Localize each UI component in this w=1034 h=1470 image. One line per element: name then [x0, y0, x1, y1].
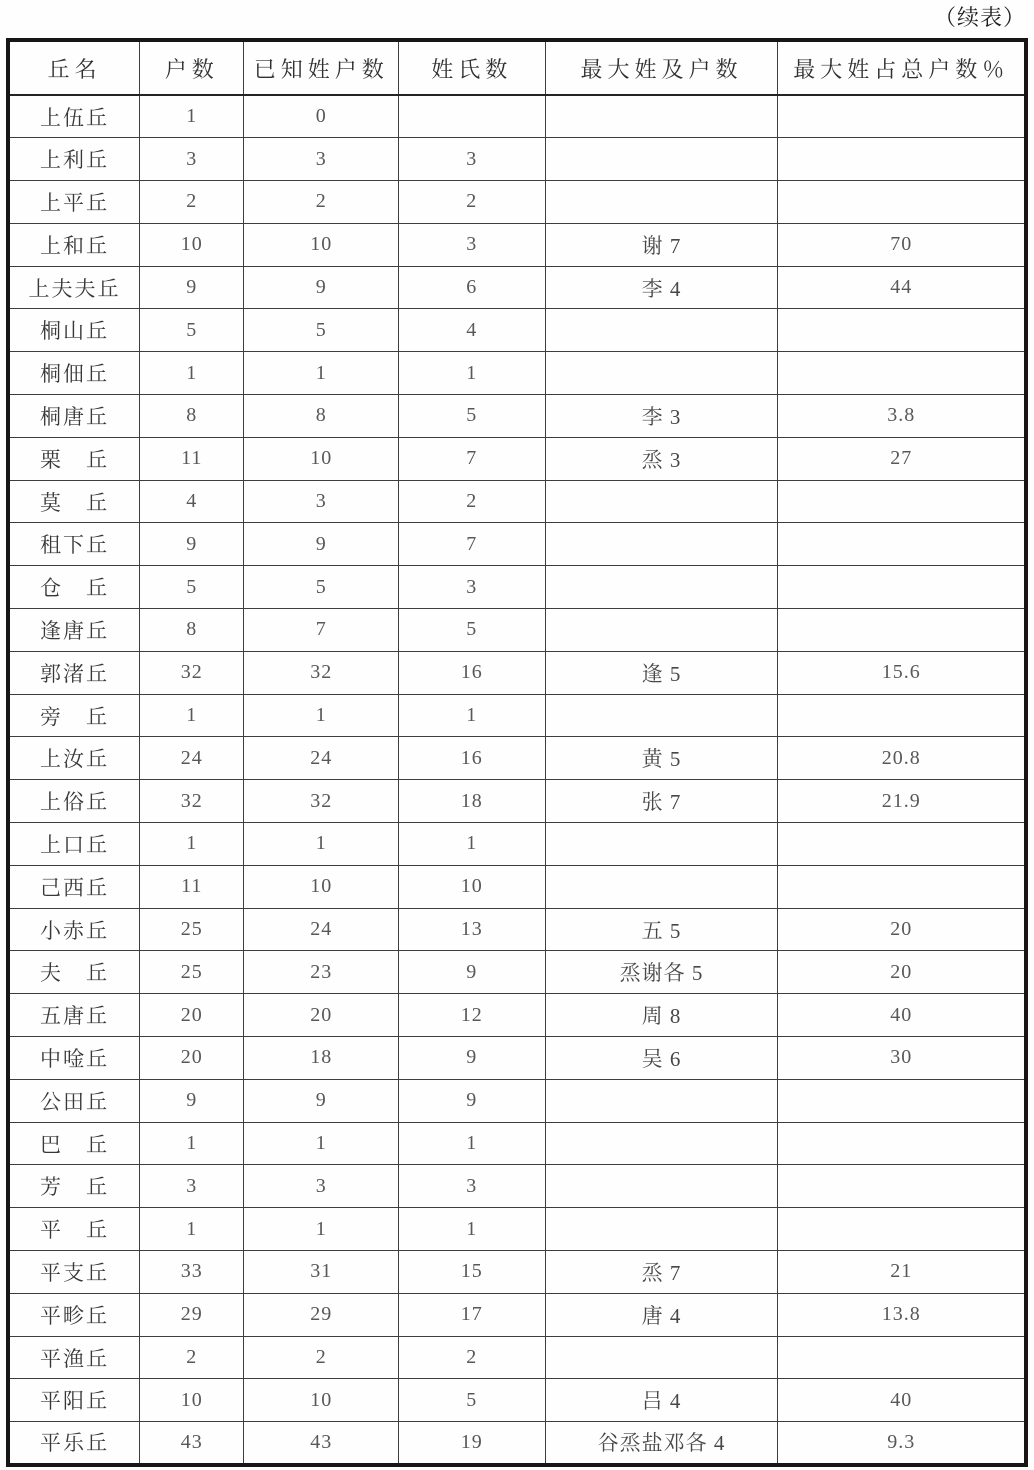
cell-max-surname-pct: [778, 95, 1026, 138]
cell-max-surname: 吕 4: [545, 1379, 778, 1422]
cell-hill-name: 上夫夫丘: [8, 266, 140, 309]
table-row: [8, 865, 1026, 908]
cell-surname-count: 10: [399, 865, 546, 908]
cell-known-surname-households: 31: [244, 1251, 399, 1294]
cell-household-count: 11: [140, 865, 244, 908]
cell-max-surname: [545, 609, 778, 652]
cell-max-surname: [545, 566, 778, 609]
cell-hill-name: 上利丘: [8, 138, 140, 181]
cell-known-surname-households: 1: [244, 1208, 399, 1251]
cell-known-surname-households: 1: [244, 352, 399, 395]
cell-known-surname-households: 9: [244, 1079, 399, 1122]
header-known-surname-households: 已知姓户数: [244, 40, 399, 95]
cell-surname-count: 3: [399, 566, 546, 609]
table-row: [8, 138, 1026, 181]
cell-max-surname-pct: 70: [778, 223, 1026, 266]
cell-max-surname-pct: [778, 823, 1026, 866]
cell-max-surname-pct: 15.6: [778, 651, 1026, 694]
cell-max-surname: [545, 865, 778, 908]
cell-max-surname: 黄 5: [545, 737, 778, 780]
cell-household-count: 43: [140, 1422, 244, 1465]
cell-surname-count: 12: [399, 994, 546, 1037]
cell-max-surname-pct: 20: [778, 951, 1026, 994]
cell-max-surname: [545, 480, 778, 523]
cell-surname-count: [399, 95, 546, 138]
cell-hill-name: 桐山丘: [8, 309, 140, 352]
cell-hill-name: 莫 丘: [8, 480, 140, 523]
cell-known-surname-households: 10: [244, 223, 399, 266]
table-row: [8, 523, 1026, 566]
cell-hill-name: 平支丘: [8, 1251, 140, 1294]
cell-surname-count: 2: [399, 480, 546, 523]
cell-hill-name: 旁 丘: [8, 694, 140, 737]
cell-max-surname-pct: [778, 1336, 1026, 1379]
cell-surname-count: 1: [399, 352, 546, 395]
cell-surname-count: 9: [399, 1079, 546, 1122]
cell-surname-count: 6: [399, 266, 546, 309]
cell-household-count: 32: [140, 651, 244, 694]
table-body: [8, 95, 1026, 1465]
cell-household-count: 8: [140, 609, 244, 652]
cell-surname-count: 13: [399, 908, 546, 951]
cell-known-surname-households: 1: [244, 1122, 399, 1165]
cell-hill-name: 芳 丘: [8, 1165, 140, 1208]
cell-max-surname-pct: 9.3: [778, 1422, 1026, 1465]
cell-household-count: 9: [140, 266, 244, 309]
cell-household-count: 33: [140, 1251, 244, 1294]
cell-max-surname-pct: [778, 138, 1026, 181]
cell-max-surname-pct: [778, 609, 1026, 652]
cell-max-surname-pct: [778, 480, 1026, 523]
cell-surname-count: 19: [399, 1422, 546, 1465]
cell-hill-name: 五唐丘: [8, 994, 140, 1037]
cell-max-surname: 张 7: [545, 780, 778, 823]
cell-hill-name: 上俗丘: [8, 780, 140, 823]
cell-max-surname-pct: [778, 181, 1026, 224]
cell-hill-name: 平畛丘: [8, 1293, 140, 1336]
cell-household-count: 10: [140, 1379, 244, 1422]
table-row: [8, 566, 1026, 609]
table-header: [8, 40, 1026, 95]
table-row: [8, 352, 1026, 395]
table-row: [8, 908, 1026, 951]
cell-hill-name: 仓 丘: [8, 566, 140, 609]
table-row: [8, 395, 1026, 438]
table-row: [8, 694, 1026, 737]
cell-household-count: 1: [140, 95, 244, 138]
table-row: [8, 1165, 1026, 1208]
table-row: [8, 266, 1026, 309]
cell-max-surname: [545, 1336, 778, 1379]
cell-max-surname: 烝 7: [545, 1251, 778, 1294]
cell-hill-name: 平渔丘: [8, 1336, 140, 1379]
cell-known-surname-households: 2: [244, 181, 399, 224]
cell-known-surname-households: 10: [244, 1379, 399, 1422]
cell-max-surname: 逢 5: [545, 651, 778, 694]
cell-known-surname-households: 24: [244, 737, 399, 780]
cell-household-count: 2: [140, 181, 244, 224]
header-hill-name: 丘名: [8, 40, 140, 95]
cell-max-surname: [545, 95, 778, 138]
cell-max-surname: [545, 823, 778, 866]
cell-max-surname-pct: [778, 1079, 1026, 1122]
cell-household-count: 1: [140, 1208, 244, 1251]
cell-max-surname-pct: 20: [778, 908, 1026, 951]
cell-max-surname-pct: 30: [778, 1037, 1026, 1080]
cell-household-count: 29: [140, 1293, 244, 1336]
cell-surname-count: 1: [399, 1208, 546, 1251]
header-max-surname-percentage: 最大姓占总户数％: [778, 40, 1026, 95]
cell-surname-count: 1: [399, 694, 546, 737]
cell-hill-name: 平 丘: [8, 1208, 140, 1251]
cell-max-surname: [545, 181, 778, 224]
cell-hill-name: 上平丘: [8, 181, 140, 224]
cell-surname-count: 1: [399, 1122, 546, 1165]
cell-known-surname-households: 8: [244, 395, 399, 438]
cell-household-count: 11: [140, 437, 244, 480]
cell-max-surname-pct: [778, 523, 1026, 566]
cell-max-surname: [545, 309, 778, 352]
cell-household-count: 1: [140, 823, 244, 866]
cell-hill-name: 巴 丘: [8, 1122, 140, 1165]
header-max-surname-and-households: 最大姓及户数: [545, 40, 778, 95]
cell-max-surname: [545, 694, 778, 737]
cell-hill-name: 郭渚丘: [8, 651, 140, 694]
table-row: [8, 780, 1026, 823]
cell-surname-count: 4: [399, 309, 546, 352]
cell-known-surname-households: 29: [244, 1293, 399, 1336]
cell-household-count: 5: [140, 309, 244, 352]
cell-hill-name: 上和丘: [8, 223, 140, 266]
cell-known-surname-households: 3: [244, 138, 399, 181]
cell-max-surname: 五 5: [545, 908, 778, 951]
header-surname-count: 姓氏数: [399, 40, 546, 95]
cell-household-count: 24: [140, 737, 244, 780]
cell-known-surname-households: 5: [244, 566, 399, 609]
cell-household-count: 20: [140, 994, 244, 1037]
table-row: [8, 1037, 1026, 1080]
table-row: [8, 1122, 1026, 1165]
cell-max-surname-pct: [778, 1122, 1026, 1165]
cell-known-surname-households: 18: [244, 1037, 399, 1080]
cell-max-surname: [545, 1165, 778, 1208]
hill-surname-statistics-table: [6, 38, 1028, 1467]
cell-known-surname-households: 10: [244, 437, 399, 480]
cell-max-surname: 烝 3: [545, 437, 778, 480]
cell-hill-name: 己西丘: [8, 865, 140, 908]
cell-max-surname: 李 4: [545, 266, 778, 309]
cell-surname-count: 17: [399, 1293, 546, 1336]
cell-hill-name: 栗 丘: [8, 437, 140, 480]
cell-household-count: 20: [140, 1037, 244, 1080]
cell-known-surname-households: 10: [244, 865, 399, 908]
cell-hill-name: 夫 丘: [8, 951, 140, 994]
cell-hill-name: 中唫丘: [8, 1037, 140, 1080]
table-row: [8, 951, 1026, 994]
cell-surname-count: 16: [399, 737, 546, 780]
header-row: [8, 40, 1026, 95]
cell-household-count: 8: [140, 395, 244, 438]
cell-max-surname-pct: 40: [778, 1379, 1026, 1422]
cell-max-surname: [545, 138, 778, 181]
cell-max-surname: 李 3: [545, 395, 778, 438]
cell-surname-count: 3: [399, 1165, 546, 1208]
cell-household-count: 9: [140, 1079, 244, 1122]
table-row: [8, 309, 1026, 352]
table-row: [8, 1379, 1026, 1422]
table-row: [8, 223, 1026, 266]
cell-surname-count: 7: [399, 523, 546, 566]
cell-household-count: 32: [140, 780, 244, 823]
table-row: [8, 95, 1026, 138]
cell-max-surname: [545, 352, 778, 395]
cell-hill-name: 小赤丘: [8, 908, 140, 951]
cell-hill-name: 公田丘: [8, 1079, 140, 1122]
cell-max-surname-pct: [778, 352, 1026, 395]
cell-known-surname-households: 23: [244, 951, 399, 994]
cell-household-count: 10: [140, 223, 244, 266]
cell-max-surname-pct: [778, 694, 1026, 737]
cell-surname-count: 3: [399, 223, 546, 266]
cell-hill-name: 租下丘: [8, 523, 140, 566]
cell-hill-name: 平阳丘: [8, 1379, 140, 1422]
table-row: [8, 737, 1026, 780]
cell-max-surname: 谢 7: [545, 223, 778, 266]
table-row: [8, 994, 1026, 1037]
cell-max-surname-pct: 27: [778, 437, 1026, 480]
cell-household-count: 3: [140, 1165, 244, 1208]
header-household-count: 户数: [140, 40, 244, 95]
cell-max-surname-pct: [778, 566, 1026, 609]
cell-known-surname-households: 3: [244, 1165, 399, 1208]
cell-hill-name: 平乐丘: [8, 1422, 140, 1465]
cell-hill-name: 桐佃丘: [8, 352, 140, 395]
cell-surname-count: 9: [399, 1037, 546, 1080]
cell-known-surname-households: 9: [244, 523, 399, 566]
cell-surname-count: 3: [399, 138, 546, 181]
cell-household-count: 4: [140, 480, 244, 523]
cell-known-surname-households: 20: [244, 994, 399, 1037]
cell-hill-name: 桐唐丘: [8, 395, 140, 438]
continued-table-caption: （续表）: [933, 5, 1026, 30]
cell-max-surname-pct: 40: [778, 994, 1026, 1037]
cell-hill-name: 上口丘: [8, 823, 140, 866]
cell-surname-count: 1: [399, 823, 546, 866]
cell-max-surname: [545, 1122, 778, 1165]
cell-max-surname: [545, 1079, 778, 1122]
cell-max-surname-pct: 44: [778, 266, 1026, 309]
table-row: [8, 1293, 1026, 1336]
table-row: [8, 1251, 1026, 1294]
table-row: [8, 1336, 1026, 1379]
table-row: [8, 1079, 1026, 1122]
cell-surname-count: 9: [399, 951, 546, 994]
cell-surname-count: 2: [399, 1336, 546, 1379]
cell-surname-count: 7: [399, 437, 546, 480]
cell-max-surname-pct: 20.8: [778, 737, 1026, 780]
table-row: [8, 181, 1026, 224]
table-row: [8, 437, 1026, 480]
cell-max-surname: [545, 1208, 778, 1251]
cell-max-surname: [545, 523, 778, 566]
cell-surname-count: 18: [399, 780, 546, 823]
table-row: [8, 480, 1026, 523]
cell-max-surname-pct: [778, 309, 1026, 352]
cell-max-surname-pct: 21.9: [778, 780, 1026, 823]
cell-max-surname: 周 8: [545, 994, 778, 1037]
cell-hill-name: 上汝丘: [8, 737, 140, 780]
cell-hill-name: 逢唐丘: [8, 609, 140, 652]
table-row: [8, 609, 1026, 652]
cell-surname-count: 16: [399, 651, 546, 694]
cell-household-count: 1: [140, 1122, 244, 1165]
cell-known-surname-households: 3: [244, 480, 399, 523]
cell-max-surname: 吴 6: [545, 1037, 778, 1080]
cell-max-surname-pct: [778, 1208, 1026, 1251]
cell-surname-count: 15: [399, 1251, 546, 1294]
cell-max-surname-pct: [778, 1165, 1026, 1208]
cell-surname-count: 2: [399, 181, 546, 224]
cell-known-surname-households: 24: [244, 908, 399, 951]
table-row: [8, 823, 1026, 866]
cell-household-count: 5: [140, 566, 244, 609]
cell-max-surname-pct: 21: [778, 1251, 1026, 1294]
cell-known-surname-households: 1: [244, 823, 399, 866]
cell-surname-count: 5: [399, 1379, 546, 1422]
cell-known-surname-households: 5: [244, 309, 399, 352]
cell-household-count: 25: [140, 908, 244, 951]
cell-surname-count: 5: [399, 395, 546, 438]
cell-known-surname-households: 9: [244, 266, 399, 309]
cell-known-surname-households: 0: [244, 95, 399, 138]
table-row: [8, 1422, 1026, 1465]
cell-max-surname-pct: 3.8: [778, 395, 1026, 438]
cell-hill-name: 上伍丘: [8, 95, 140, 138]
cell-max-surname-pct: [778, 865, 1026, 908]
cell-household-count: 1: [140, 694, 244, 737]
cell-surname-count: 5: [399, 609, 546, 652]
cell-known-surname-households: 1: [244, 694, 399, 737]
cell-max-surname: 唐 4: [545, 1293, 778, 1336]
cell-household-count: 25: [140, 951, 244, 994]
cell-max-surname-pct: 13.8: [778, 1293, 1026, 1336]
cell-known-surname-households: 7: [244, 609, 399, 652]
cell-known-surname-households: 32: [244, 780, 399, 823]
cell-known-surname-households: 32: [244, 651, 399, 694]
cell-household-count: 9: [140, 523, 244, 566]
cell-household-count: 3: [140, 138, 244, 181]
cell-household-count: 2: [140, 1336, 244, 1379]
cell-known-surname-households: 2: [244, 1336, 399, 1379]
cell-max-surname: 烝谢各 5: [545, 951, 778, 994]
cell-known-surname-households: 43: [244, 1422, 399, 1465]
cell-household-count: 1: [140, 352, 244, 395]
cell-max-surname: 谷烝盐邓各 4: [545, 1422, 778, 1465]
table-row: [8, 1208, 1026, 1251]
table-row: [8, 651, 1026, 694]
